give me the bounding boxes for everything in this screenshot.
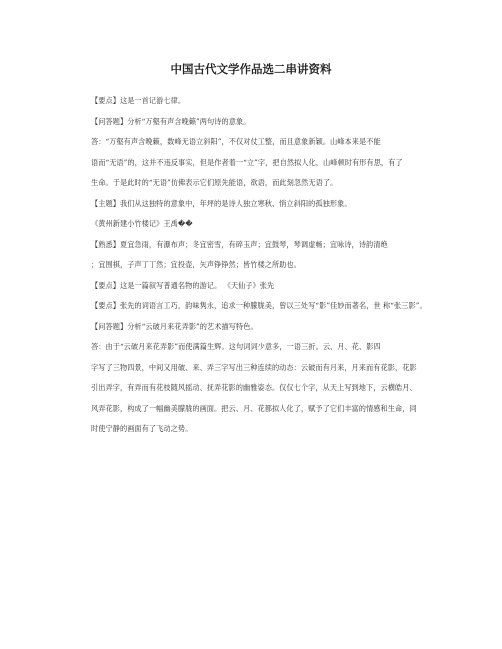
paragraph-line: 引出弄字，有弄而有花枝随风摇动、抚弄花影的幽雅姿态。仅仅七个字，从天上写到地下，云横皓月、 <box>91 383 417 392</box>
paragraph-line: 生命。于是此时的“无语”仿佛表示它们原先能语，欲语，而此刻忽然无语了。 <box>91 178 338 187</box>
paragraph <box>77 279 437 292</box>
paragraph <box>77 402 437 415</box>
paragraph <box>77 176 437 189</box>
paragraph <box>77 299 437 312</box>
paragraph <box>77 217 437 230</box>
document-title: 中国古代文学作品选二串讲资料 <box>170 62 332 76</box>
paragraph <box>77 320 437 333</box>
paragraph-line: 答：由于“云破月来花弄影”而使满篇生辉。这句词词少意多，一语三折。云、月、花、影四 <box>91 342 381 351</box>
paragraph <box>77 94 437 107</box>
paragraph <box>77 115 437 128</box>
paragraph-line: 【要点】张先的词语言工巧，韵味隽永，追求一种朦胧美，曾以三处写“影”佳妙而著名，世 称“张三影”。 <box>91 301 427 310</box>
paragraph-line: 【熟悉】夏宜急雨，有瀑布声；冬宜密雪，有碎玉声；宜鼓琴，琴调虚畅；宜咏诗，诗韵清绝 <box>91 239 388 249</box>
paragraph <box>77 361 437 374</box>
paragraph-line: 【要点】这是一篇叙写普通名物的游记。 《天仙子》张先 <box>91 280 275 290</box>
document-body <box>77 94 437 443</box>
paragraph-line: 答：“万壑有声含晚籁，数峰无语立斜阳”，不仅对仗工整，而且意象新颖。山峰本来是不能 <box>91 137 381 146</box>
paragraph-line: 【主题】我们从这独特的意象中，年坪的是诗人独立寒秋、悄立斜阳的孤独形象。 <box>91 198 352 208</box>
paragraph <box>77 135 437 148</box>
paragraph-line: 【问答题】分析“万壑有声含晚籁”两句诗的意象。 <box>91 116 251 126</box>
paragraph-line: 语而“无语”的，这并不违反事实，但是作者着一“立”字，把自然拟人化，山峰顿时有形有思，有了 <box>91 157 403 167</box>
paragraph <box>77 197 437 210</box>
paragraph-line: 时使宁静的画面有了飞动之势。 <box>91 424 193 433</box>
paragraph <box>77 156 437 169</box>
paragraph <box>77 258 437 271</box>
paragraph-line: 风弄花影，构成了一幅幽美朦胧的画面。把云、月、花都拟人化了，赋予了它们丰富的情感和生命，同 <box>91 403 417 413</box>
paragraph <box>77 238 437 251</box>
paragraph <box>77 381 437 394</box>
paragraph <box>77 422 437 435</box>
paragraph-line: 【问答题】分析“云破月来花弄影”的艺术描写特色。 <box>91 321 258 331</box>
paragraph-line: 【要点】这是一首记游七律。 <box>91 96 186 105</box>
paragraph-line: ；宜围棋，子声丁丁然；宜投壶，矢声铮铮然；皆竹楼之所助也。 <box>91 260 301 269</box>
paragraph-line: 字写了三物四景，中间又用破、来、弄三字写出三种连续的动态：云破而有月来，月来而有花影，花影 <box>91 362 417 372</box>
paragraph <box>77 340 437 353</box>
paragraph-line: 《黄州新建小竹楼记》王禹�� <box>91 219 193 228</box>
